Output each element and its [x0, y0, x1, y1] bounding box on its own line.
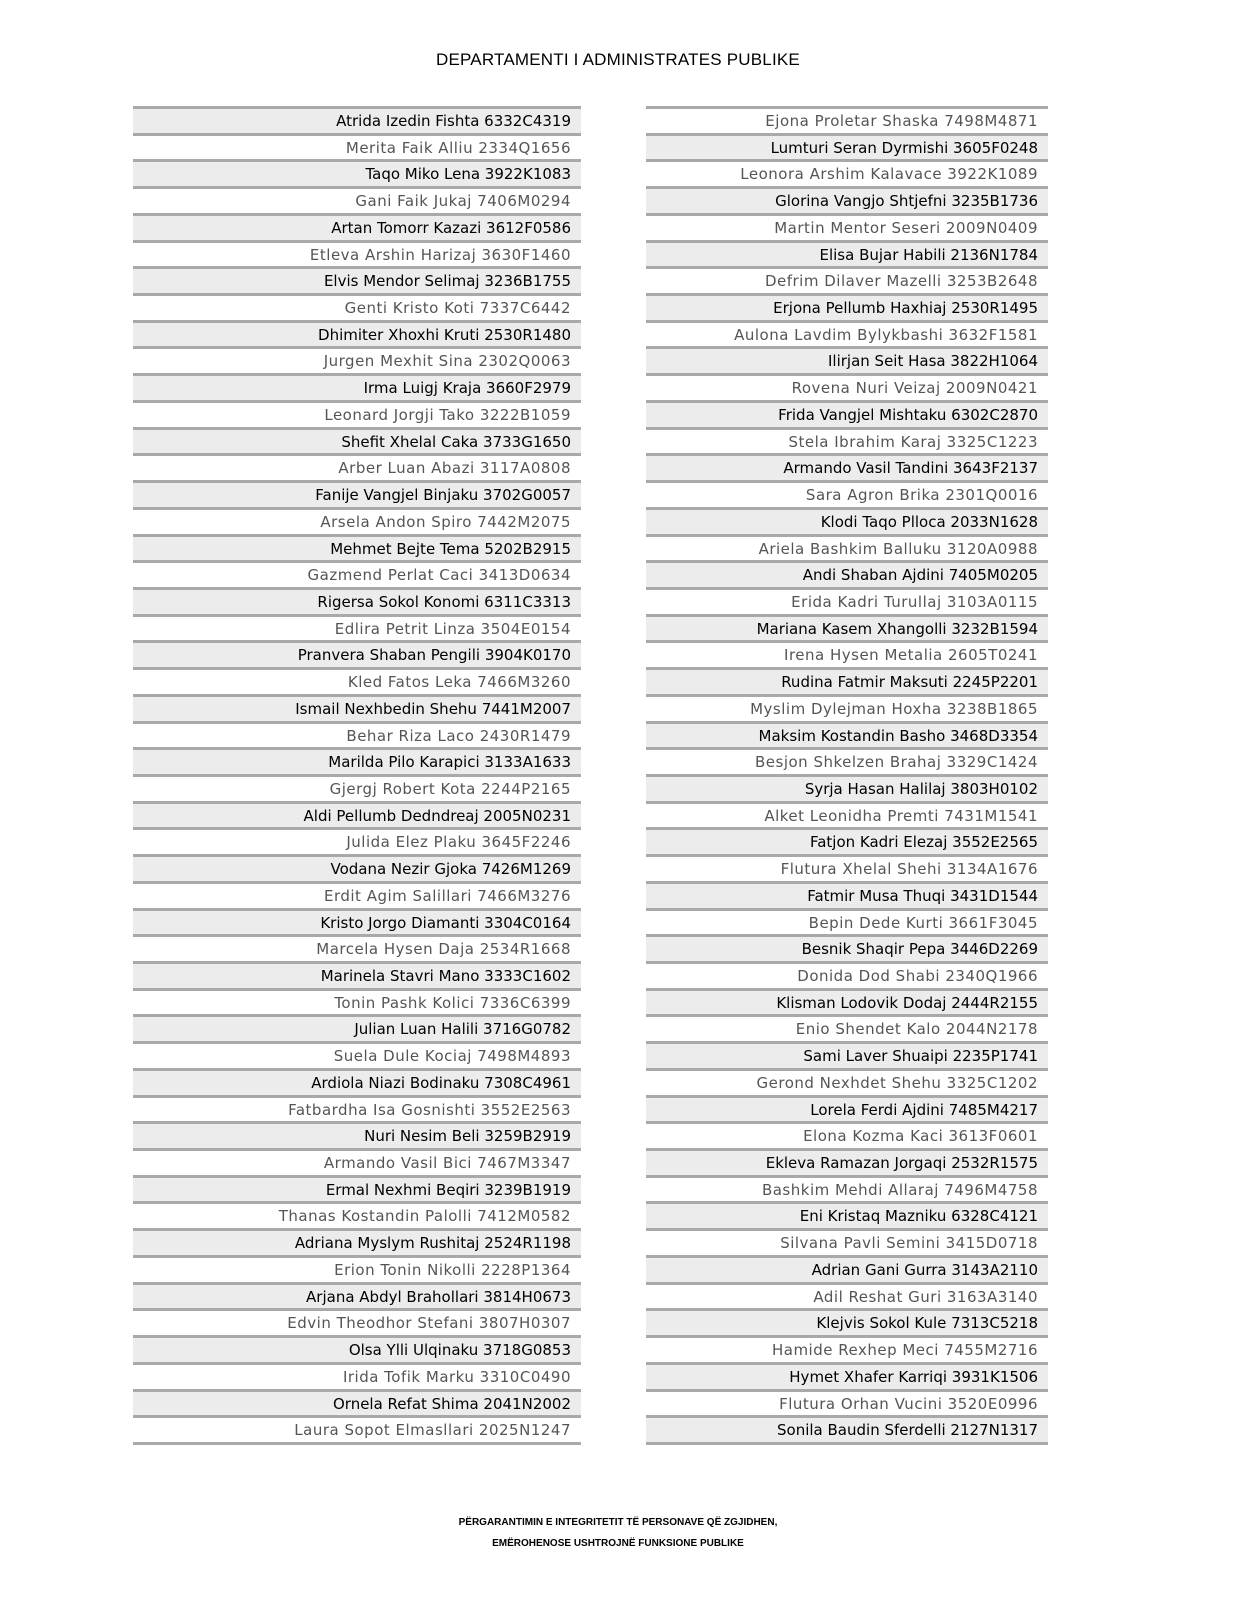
list-item: Laura Sopot Elmasllari 2025N1247	[133, 1418, 581, 1445]
list-item: Bepin Dede Kurti 3661F3045	[646, 911, 1048, 938]
list-item: Kristo Jorgo Diamanti 3304C0164	[133, 911, 581, 938]
list-item: Besnik Shaqir Pepa 3446D2269	[646, 937, 1048, 964]
list-item: Mehmet Bejte Tema 5202B2915	[133, 537, 581, 564]
list-item: Erion Tonin Nikolli 2228P1364	[133, 1258, 581, 1285]
list-item: Gerond Nexhdet Shehu 3325C1202	[646, 1071, 1048, 1098]
list-item: Glorina Vangjo Shtjefni 3235B1736	[646, 189, 1048, 216]
list-item: Gani Faik Jukaj 7406M0294	[133, 189, 581, 216]
list-item: Ardiola Niazi Bodinaku 7308C4961	[133, 1071, 581, 1098]
list-item: Besjon Shkelzen Brahaj 3329C1424	[646, 750, 1048, 777]
list-item: Klejvis Sokol Kule 7313C5218	[646, 1311, 1048, 1338]
footer-line-1: PËRGARANTIMIN E INTEGRITETIT TË PERSONAVE QË ZGJIDHEN,	[458, 1517, 778, 1528]
list-item: Suela Dule Kociaj 7498M4893	[133, 1044, 581, 1071]
list-item: Adil Reshat Guri 3163A3140	[646, 1285, 1048, 1312]
list-item: Genti Kristo Koti 7337C6442	[133, 296, 581, 323]
list-item: Fatjon Kadri Elezaj 3552E2565	[646, 830, 1048, 857]
list-item: Martin Mentor Seseri 2009N0409	[646, 216, 1048, 243]
list-item: Sami Laver Shuaipi 2235P1741	[646, 1044, 1048, 1071]
list-item: Fatmir Musa Thuqi 3431D1544	[646, 884, 1048, 911]
list-item: Frida Vangjel Mishtaku 6302C2870	[646, 403, 1048, 430]
list-item: Ismail Nexhbedin Shehu 7441M2007	[133, 697, 581, 724]
list-item: Flutura Orhan Vucini 3520E0996	[646, 1392, 1048, 1419]
list-item: Adrian Gani Gurra 3143A2110	[646, 1258, 1048, 1285]
list-item: Syrja Hasan Halilaj 3803H0102	[646, 777, 1048, 804]
list-item: Gazmend Perlat Caci 3413D0634	[133, 563, 581, 590]
list-item: Elisa Bujar Habili 2136N1784	[646, 243, 1048, 270]
list-item: Armando Vasil Tandini 3643F2137	[646, 456, 1048, 483]
list-item: Armando Vasil Bici 7467M3347	[133, 1151, 581, 1178]
list-item: Rigersa Sokol Konomi 6311C3313	[133, 590, 581, 617]
list-item: Irma Luigj Kraja 3660F2979	[133, 376, 581, 403]
list-item: Dhimiter Xhoxhi Kruti 2530R1480	[133, 323, 581, 350]
list-item: Behar Riza Laco 2430R1479	[133, 724, 581, 751]
list-item: Arber Luan Abazi 3117A0808	[133, 456, 581, 483]
list-item: Kled Fatos Leka 7466M3260	[133, 670, 581, 697]
list-item: Artan Tomorr Kazazi 3612F0586	[133, 216, 581, 243]
list-item: Vodana Nezir Gjoka 7426M1269	[133, 857, 581, 884]
page-title: DEPARTAMENTI I ADMINISTRATES PUBLIKE	[436, 50, 800, 69]
list-item: Fanije Vangjel Binjaku 3702G0057	[133, 483, 581, 510]
list-item: Thanas Kostandin Palolli 7412M0582	[133, 1204, 581, 1231]
list-item: Flutura Xhelal Shehi 3134A1676	[646, 857, 1048, 884]
list-item: Lumturi Seran Dyrmishi 3605F0248	[646, 136, 1048, 163]
list-item: Defrim Dilaver Mazelli 3253B2648	[646, 269, 1048, 296]
list-item: Ilirjan Seit Hasa 3822H1064	[646, 349, 1048, 376]
footer-line-2: EMËROHENOSE USHTROJNË FUNKSIONE PUBLIKE	[492, 1538, 744, 1549]
list-item: Alket Leonidha Premti 7431M1541	[646, 804, 1048, 831]
list-item: Marilda Pilo Karapici 3133A1633	[133, 750, 581, 777]
list-item: Edvin Theodhor Stefani 3807H0307	[133, 1311, 581, 1338]
list-item: Adriana Myslym Rushitaj 2524R1198	[133, 1231, 581, 1258]
list-item: Merita Faik Alliu 2334Q1656	[133, 136, 581, 163]
list-item: Eni Kristaq Mazniku 6328C4121	[646, 1204, 1048, 1231]
list-item: Nuri Nesim Beli 3259B2919	[133, 1124, 581, 1151]
list-item: Leonora Arshim Kalavace 3922K1089	[646, 162, 1048, 189]
list-item: Arsela Andon Spiro 7442M2075	[133, 510, 581, 537]
list-item: Ariela Bashkim Balluku 3120A0988	[646, 537, 1048, 564]
list-item: Myslim Dylejman Hoxha 3238B1865	[646, 697, 1048, 724]
list-item: Atrida Izedin Fishta 6332C4319	[133, 109, 581, 136]
list-item: Erjona Pellumb Haxhiaj 2530R1495	[646, 296, 1048, 323]
list-item: Silvana Pavli Semini 3415D0718	[646, 1231, 1048, 1258]
list-item: Ornela Refat Shima 2041N2002	[133, 1392, 581, 1419]
list-item: Stela Ibrahim Karaj 3325C1223	[646, 430, 1048, 457]
footer	[0, 1512, 1236, 1554]
list-item: Marinela Stavri Mano 3333C1602	[133, 964, 581, 991]
list-item: Shefit Xhelal Caka 3733G1650	[133, 430, 581, 457]
list-item: Hymet Xhafer Karriqi 3931K1506	[646, 1365, 1048, 1392]
list-item: Mariana Kasem Xhangolli 3232B1594	[646, 617, 1048, 644]
list-item: Erida Kadri Turullaj 3103A0115	[646, 590, 1048, 617]
list-item: Pranvera Shaban Pengili 3904K0170	[133, 643, 581, 670]
list-item: Fatbardha Isa Gosnishti 3552E2563	[133, 1098, 581, 1125]
list-item: Ekleva Ramazan Jorgaqi 2532R1575	[646, 1151, 1048, 1178]
list-item: Edlira Petrit Linza 3504E0154	[133, 617, 581, 644]
list-item: Arjana Abdyl Brahollari 3814H0673	[133, 1285, 581, 1312]
list-item: Aldi Pellumb Dedndreaj 2005N0231	[133, 804, 581, 831]
list-item: Enio Shendet Kalo 2044N2178	[646, 1017, 1048, 1044]
list-item: Jurgen Mexhit Sina 2302Q0063	[133, 349, 581, 376]
list-item: Gjergj Robert Kota 2244P2165	[133, 777, 581, 804]
list-item: Julida Elez Plaku 3645F2246	[133, 830, 581, 857]
list-item: Sonila Baudin Sferdelli 2127N1317	[646, 1418, 1048, 1445]
list-item: Marcela Hysen Daja 2534R1668	[133, 937, 581, 964]
list-item: Leonard Jorgji Tako 3222B1059	[133, 403, 581, 430]
list-item: Andi Shaban Ajdini 7405M0205	[646, 563, 1048, 590]
right-name-list	[646, 106, 1048, 1445]
list-item: Donida Dod Shabi 2340Q1966	[646, 964, 1048, 991]
list-item: Taqo Miko Lena 3922K1083	[133, 162, 581, 189]
list-item: Aulona Lavdim Bylykbashi 3632F1581	[646, 323, 1048, 350]
list-item: Maksim Kostandin Basho 3468D3354	[646, 724, 1048, 751]
list-item: Erdit Agim Salillari 7466M3276	[133, 884, 581, 911]
list-item: Klodi Taqo Plloca 2033N1628	[646, 510, 1048, 537]
list-item: Elvis Mendor Selimaj 3236B1755	[133, 269, 581, 296]
list-item: Rudina Fatmir Maksuti 2245P2201	[646, 670, 1048, 697]
list-item: Hamide Rexhep Meci 7455M2716	[646, 1338, 1048, 1365]
list-item: Rovena Nuri Veizaj 2009N0421	[646, 376, 1048, 403]
list-item: Klisman Lodovik Dodaj 2444R2155	[646, 991, 1048, 1018]
list-item: Ejona Proletar Shaska 7498M4871	[646, 109, 1048, 136]
list-item: Irida Tofik Marku 3310C0490	[133, 1365, 581, 1392]
left-name-list	[133, 106, 581, 1445]
list-item: Ermal Nexhmi Beqiri 3239B1919	[133, 1178, 581, 1205]
list-item: Olsa Ylli Ulqinaku 3718G0853	[133, 1338, 581, 1365]
list-item: Julian Luan Halili 3716G0782	[133, 1017, 581, 1044]
list-item: Tonin Pashk Kolici 7336C6399	[133, 991, 581, 1018]
list-item: Elona Kozma Kaci 3613F0601	[646, 1124, 1048, 1151]
list-item: Bashkim Mehdi Allaraj 7496M4758	[646, 1178, 1048, 1205]
list-item: Sara Agron Brika 2301Q0016	[646, 483, 1048, 510]
list-item: Etleva Arshin Harizaj 3630F1460	[133, 243, 581, 270]
list-item: Irena Hysen Metalia 2605T0241	[646, 643, 1048, 670]
list-item: Lorela Ferdi Ajdini 7485M4217	[646, 1098, 1048, 1125]
